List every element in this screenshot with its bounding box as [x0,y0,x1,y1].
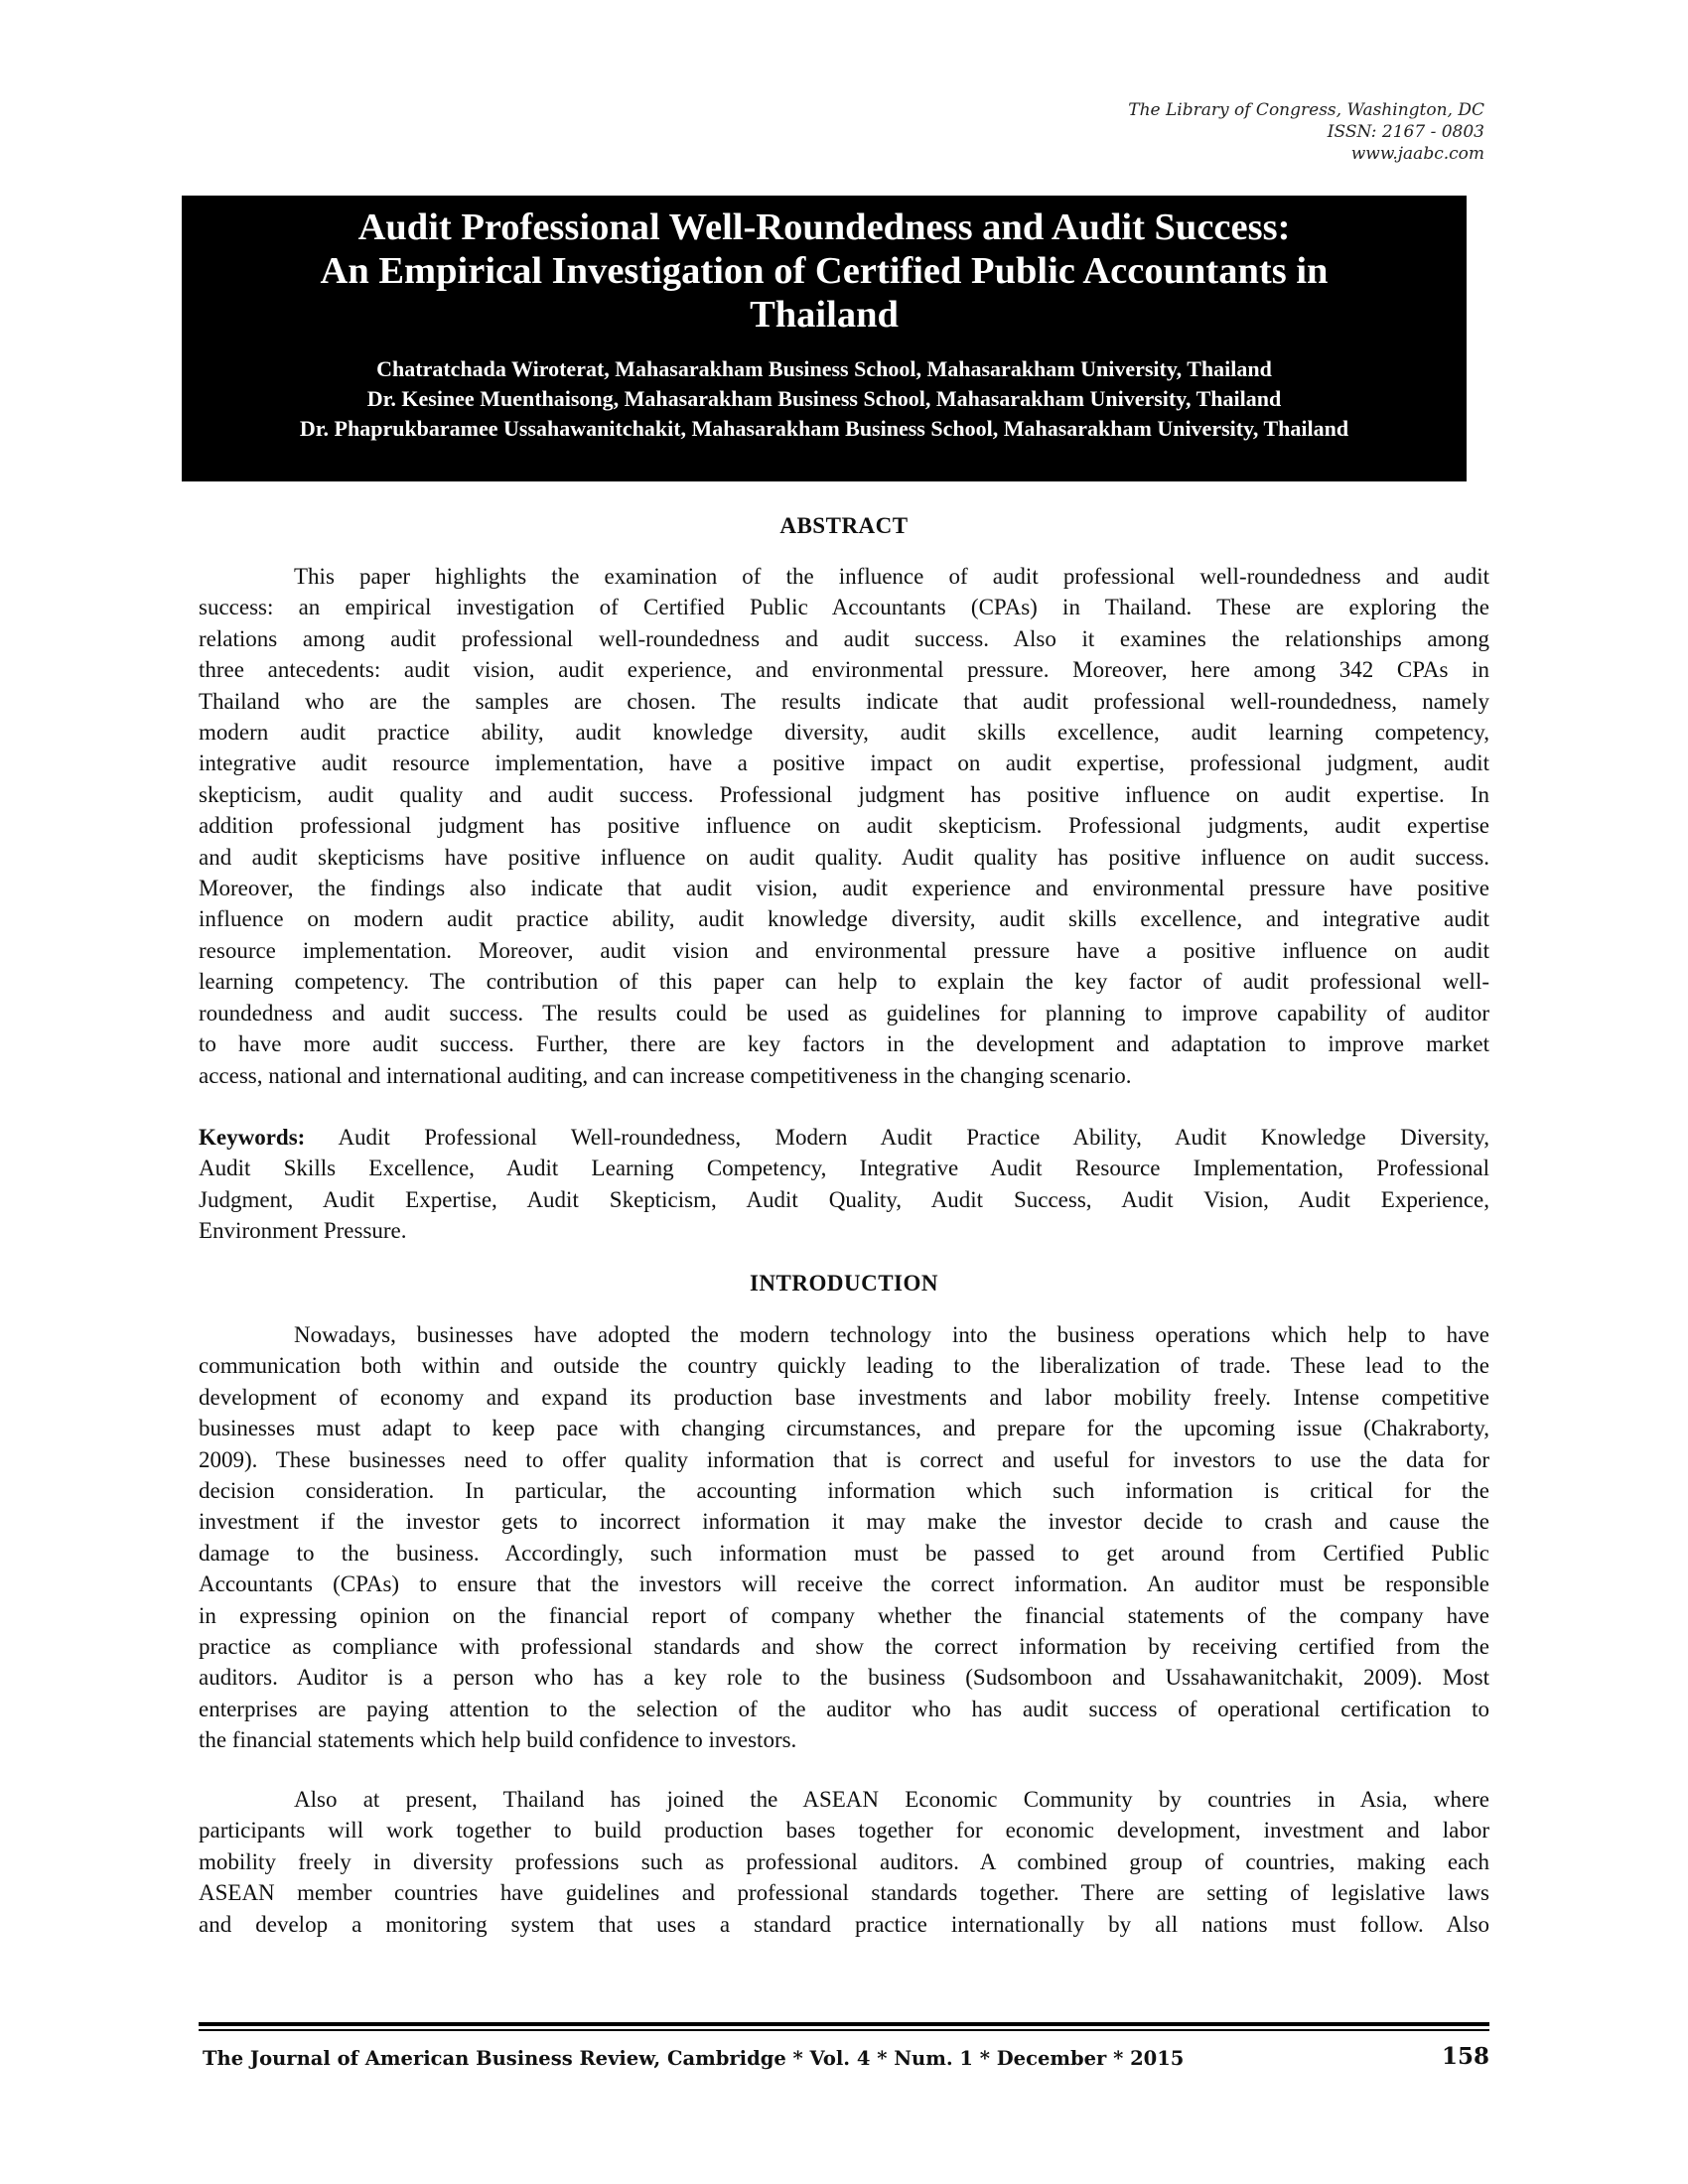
page-number: 158 [1441,2043,1489,2070]
text-line: learning competency. The contribution of this paper can help to explain the key factor of audit professional well- [199,969,1489,995]
library-line: The Library of Congress, Washington, DC [1128,100,1484,120]
text-line: Also at present, Thailand has joined the ASEAN Economic Community by countries in Asia, where [294,1787,1489,1812]
keywords-text: Audit Professional Well-roundedness, Modern Audit Practice Ability, Audit Knowledge Diversity, [305,1125,1489,1150]
text-line: integrative audit resource implementation, have a positive impact on audit expertise, professional judgment, audit [199,751,1489,776]
text-line: mobility freely in diversity professions such as professional auditors. A combined group of countries, making each [199,1848,1489,1874]
introduction-heading: INTRODUCTION [749,1271,939,1296]
text-line: Nowadays, businesses have adopted the modern technology into the business operations which help to have [294,1322,1489,1347]
author-2: Dr. Kesinee Muenthaisong, Mahasarakham Business School, Mahasarakham University, Thailand [366,386,1282,411]
publication-meta [1128,99,1484,165]
text-line: 2009). These businesses need to offer quality information that is correct and useful for investors to use the data for [199,1446,1489,1472]
text-line: participants will work together to build production bases together for economic development, investment and labor [199,1818,1489,1843]
text-line: investment if the investor gets to incorrect information it may make the investor decide to crash and cause the [199,1509,1489,1535]
text-line: relations among audit professional well-roundedness and audit success. Also it examines the relationships among [199,625,1489,651]
text-line: ASEAN member countries have guidelines and professional standards together. There are setting of legislative laws [199,1880,1489,1906]
text-line: roundedness and audit success. The results could be used as guidelines for planning to improve capability of auditor [199,1000,1489,1025]
text-line: enterprises are paying attention to the selection of the auditor who has audit success of operational certification to [199,1696,1489,1721]
issn-line: ISSN: 2167 - 0803 [1327,122,1484,142]
text-line: This paper highlights the examination of the influence of audit professional well-roundedness and audit [294,564,1489,589]
text-line: access, national and international auditing, and can increase competitiveness in the changing scenario. [199,1062,1132,1088]
text-line: businesses must adapt to keep pace with changing circumstances, and prepare for the upcoming issue (Chakraborty, [199,1416,1489,1441]
text-line: resource implementation. Moreover, audit vision and environmental pressure have a positive influence on audit [199,937,1489,963]
text-line: modern audit practice ability, audit knowledge diversity, audit skills excellence, audit learning competency, [199,720,1489,746]
title-line: Thailand [750,294,899,336]
title-line: An Empirical Investigation of Certified Public Accountants in [320,250,1329,292]
keywords-label: Keywords: [199,1125,306,1150]
text-line: in expressing opinion on the financial report of company whether the financial statements of the company have [199,1602,1489,1628]
author-list [182,354,1467,444]
text-line: Accountants (CPAs) to ensure that the investors will receive the correct information. An auditor must be responsible [199,1571,1489,1597]
abstract-heading: ABSTRACT [779,513,909,538]
title-line: Audit Professional Well-Roundedness and Audit Success: [357,206,1291,248]
text-line: Judgment, Audit Expertise, Audit Skepticism, Audit Quality, Audit Success, Audit Vision, Audit Experience, [199,1186,1489,1212]
footer-rule [199,2022,1489,2026]
introduction-paragraph-1 [199,1319,1489,1756]
paper-title [182,196,1467,337]
text-line: auditors. Auditor is a person who has a key role to the business (Sudsomboon and Ussahawanitchakit, 2009). Most [199,1665,1489,1691]
text-line: Moreover, the findings also indicate that audit vision, audit experience and environmental pressure have positive [199,876,1489,901]
footer-rule-thin [199,2029,1489,2031]
text-line: addition professional judgment has positive influence on audit skepticism. Professional judgments, audit expertise [199,813,1489,839]
text-line: to have more audit success. Further, there are key factors in the development and adaptation to improve market [199,1031,1489,1057]
text-line [199,1122,1489,1153]
text-line: success: an empirical investigation of Certified Public Accountants (CPAs) in Thailand. These are exploring the [199,595,1489,620]
text-line: skepticism, audit quality and audit success. Professional judgment has positive influence on audit expertise. In [199,781,1489,807]
text-line: damage to the business. Accordingly, such information must be passed to get around from Certified Public [199,1540,1489,1566]
text-line: the financial statements which help build confidence to investors. [199,1727,797,1753]
website-line: www.jaabc.com [1350,144,1484,164]
keywords-paragraph [199,1122,1489,1247]
text-line: and audit skepticisms have positive influence on audit quality. Audit quality has positive influence on audit success. [199,844,1489,870]
text-line: development of economy and expand its production base investments and labor mobility freely. Intense competitive [199,1384,1489,1410]
text-line: Thailand who are the samples are chosen. The results indicate that audit professional well-roundedness, namely [199,688,1489,714]
text-line: Audit Skills Excellence, Audit Learning Competency, Integrative Audit Resource Implementation, Professional [199,1156,1489,1181]
text-line: practice as compliance with professional standards and show the correct information by receiving certified from the [199,1634,1489,1660]
abstract-paragraph [199,561,1489,1091]
text-line: three antecedents: audit vision, audit experience, and environmental pressure. Moreover, here among 342 CPAs in [199,657,1489,683]
author-3: Dr. Phaprukbaramee Ussahawanitchakit, Mahasarakham Business School, Mahasarakham University, Thailand [299,416,1349,441]
text-line: and develop a monitoring system that uses a standard practice internationally by all nations must follow. Also [199,1911,1489,1937]
footer-journal-citation: The Journal of American Business Review, Cambridge * Vol. 4 * Num. 1 * December * 2015 [203,2047,1185,2070]
text-line: influence on modern audit practice ability, audit knowledge diversity, audit skills excellence, and integrative audit [199,906,1489,932]
author-1: Chatratchada Wiroterat, Mahasarakham Business School, Mahasarakham University, Thailand [376,356,1272,381]
text-line: Environment Pressure. [199,1218,407,1244]
introduction-paragraph-2 [199,1784,1489,1940]
title-block [182,196,1467,481]
text-line: communication both within and outside the country quickly leading to the liberalization of trade. These lead to the [199,1353,1489,1379]
text-line: decision consideration. In particular, the accounting information which such information is critical for the [199,1478,1489,1504]
